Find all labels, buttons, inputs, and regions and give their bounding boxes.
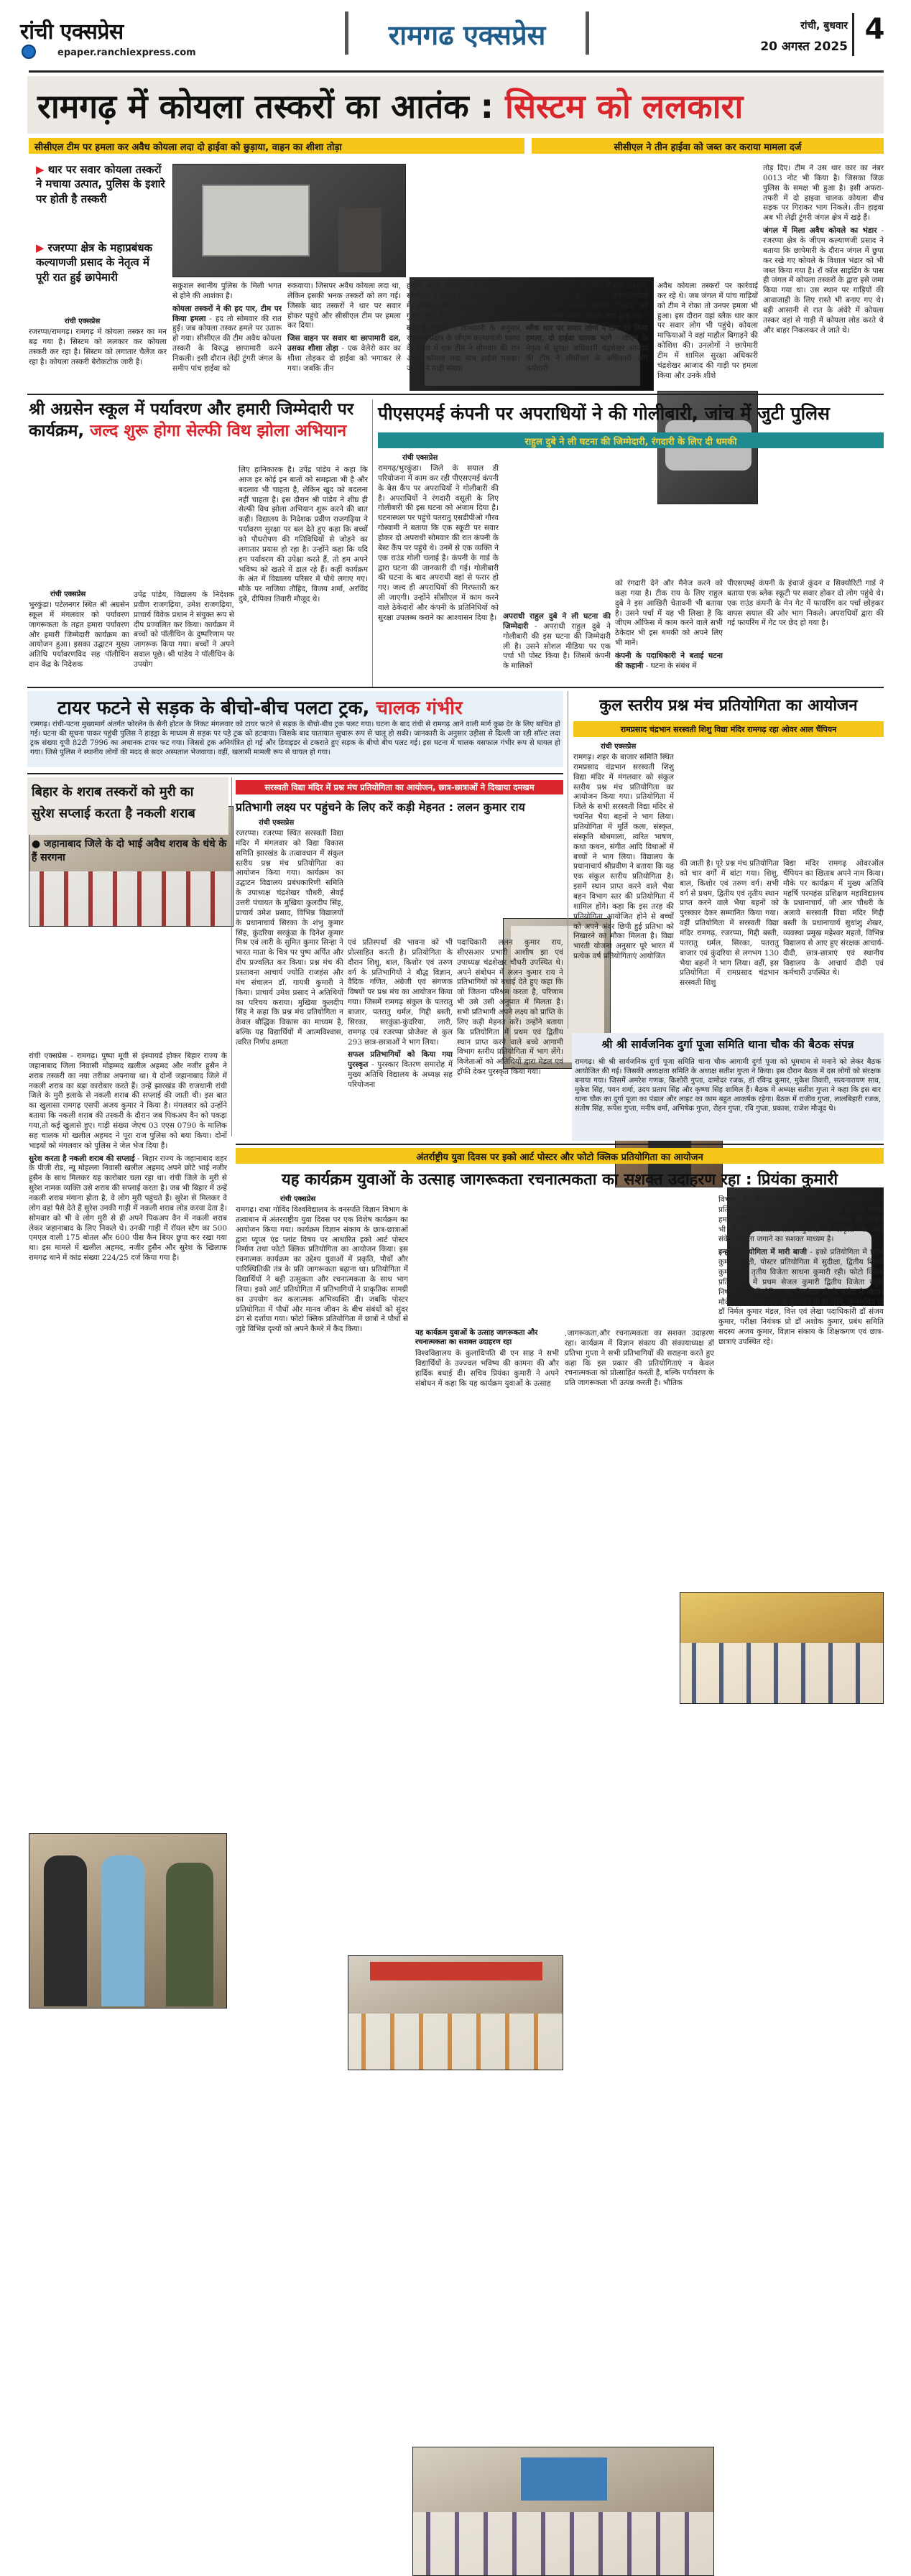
- story9-text-c: ,जागरूकता,और रचनात्मकता का सशक्त उदाहरण रहा। कार्यक्रम में विज्ञान संकाय की संकायाध्यक्ष डॉ प्रतिभा गुप्ता ने सभी प्रतिभागियों की सराहना करते हुए कहा कि इस प्रकार की प्रतियोगिताएं न केवल रचनात्मकता को प्रोत्साहित करती है, बल्कि पर्यावरण के प्रति जागरूकता भी उत्पन्न करती है। भौतिक: [565, 1329, 714, 1388]
- story1-sub-right: सीसीएल ने तीन हाईवा को जब्त कर कराया मामला दर्ज: [532, 138, 884, 154]
- story6-photo-arrested: [29, 1833, 227, 2009]
- story1-col4-body: - जानकारी के अनुसार रजरप्पा प्रक्षेत्र के जीएम कल्याणजी प्रसाद के नेतृत्व में एक टीम ने सोमवार की रात अवैध कोयला लदा पांच हाईवा पकड़ा। जीएम ने गाड़ी संख्या: [407, 324, 520, 373]
- story1-col6: अवैध कोयला तस्करों पर कार्रवाई कर रहे थे। जब जंगल में पांच गाड़ियों को टीम ने रोका तो उनपर हमला भी हुआ। इस दौरान वहां ब्लैक थार कार पर सवार लोग भी पहुंचे। कोयला माफियाओं ने वहां माहौल बिगाड़ने की कोशिश की। उनलोगों ने छापेमारी टीम में शामिल सुरक्षा अधिकारी चंद्रशेखर आजाद की गाड़ी पर हमला किया और उनके शीशे: [657, 282, 758, 380]
- story4-headline-red: चालक गंभीर: [376, 698, 463, 719]
- story1-col2-text: सकुशल स्थानीय पुलिस के मिली भगत से होने की आशंका है।: [172, 282, 282, 300]
- story1-col5-subhead: ब्लैक थार पर सवार लोगों ने टीम पर किया हमला, दो हाईवा चालक भागे: [526, 324, 648, 343]
- truck-shape: [202, 185, 310, 256]
- story3-headline: पीएसएमई कंपनी पर अपराधियों ने की गोलीबारी, जांच में जुटी पुलिस: [378, 403, 830, 424]
- story6-bullet: [32, 838, 227, 865]
- story2-text-b: उपेंद्र पांडेय, विद्यालय के निदेशक प्रवीण राजगढ़िया, उमेश राजगढ़िया, प्राचार्य विवेक प्रधान ने संयुक्त रूप से दीप प्रज्वलित कर किया। कार्यक्रम में बच्चों को पॉलीथिन के दुष्परिणाम पर जागरूक किया गया। बच्चों ने अपने सवाल पूछे। श्री पांडेय ने पॉलीथिन के उपयोग: [134, 590, 234, 670]
- story1-col5-text: ओडी09बी1734, जेएच02बीआर 2487, जेएच02बीएम7942, जेएच09बीडी 6790, और जेएच02बीएन 7942 को पकड़ा, जिसमें अवैध कोयला लदा हुआ था।: [526, 282, 648, 320]
- story6-text-b: - बिहार राज्य के जहानाबाद शहर के पीजी रोड, न्यू मोहल्ला निवासी खलील अहमद अपने छोटे भाई नजीर हुसैन के साथ मिलकर यह कारोबार चला रहा था। रांची जिले के मुरी से सुरेश नामक व्यक्ति उसे शराब की सप्लाई करता है। जब भी बिहार में उन्हें नकली शराब मंगाना होता है, वे लोग मुरी पहुंचते हैं। सुरेश से मिलकर वे लोग वहां पैसे देते हैं सुरेश उनकी गाड़ी में नकली शराब लोड करवा देता है। सोमवार को भी वे लोग मुरी से ही अपने पिकअप वैन में नकली शराब लेकर जहानाबाद के लिए निकले थे। उनकी गाड़ी में रॉयल स्टैग का 500 एमएल वाली 175 बोतल और 600 पीस कैन बियर छुपा कर रखा गया था। इस मामले में खलील अहमद, नजीर हुसैन और सुरेश के खिलाफ रामगढ़ थाने में कांड संख्या 224/25 दर्ज किया गया है।: [29, 1154, 227, 1263]
- story1-bullet2-text: रजरप्पा क्षेत्र के महाप्रबंधक कल्याणजी प्रसाद के नेतृत्व में पूरी रात हुई छापेमारी: [36, 241, 153, 284]
- story2-dateline: रांची एक्सप्रेस: [50, 590, 86, 598]
- story1-col3-text: रुकवाया। जिसपर अवैध कोयला लदा था, लेकिन इसकी भनक तस्करों को लग गई। जिसके बाद तस्करों ने थार पर सवार होकर पहुंचे और सीसीएल टीम पर हमला कर दिया।: [287, 282, 401, 330]
- story1-headline-red: सिस्टम को ललकारा: [505, 87, 744, 126]
- story1-col5-body: - जीएम के नेतृत्व में सुरक्षा अधिकारी चंद्रशेखर आजाद की टीम ने सीसीएल के अधिकारी और कर्मचारी: [526, 334, 648, 373]
- story9-text-d2: - इको प्रतियोगिता में प्रथम कुमारी साक्षी, पोस्टर प्रतियोगिता में सुदीक्षा, द्वितीय शिल्पी कुमारी एवं तृतीय विजेता साधना कुमारी रही। फोटो क्लिक प्रतियोगिता में प्रथम सेजल कुमारी द्वितीय विजेता राहुल निषाद रहे। प्रतियोगिता का निर्णायक बी के पांडेय ने किया। मौके पर विश्वविद्यालय के कुलपति प्रो डॉ रश्मि, कुलसचिव प्रो डॉ निर्मल कुमार मंडल, वित्त एवं लेखा पदाधिकारी डॉ संजय कुमार, परीक्षा नियंत्रक प्रो डॉ अशोक कुमार, प्रबंध समिति सदस्य अजय कुमार, विज्ञान संकाय के शिक्षकगण एवं छात्र-छात्राएं उपस्थित रहे।: [718, 1248, 884, 1347]
- newspaper-logo: [20, 16, 200, 43]
- story5-sub: रामप्रसाद चंद्रभान सरस्वती शिशु विद्या मंदिर रामगढ़ रहा ओवर आल चैंपियन: [573, 721, 884, 737]
- story9-photo-group: [412, 2447, 714, 2576]
- screen-shape: [521, 2457, 607, 2501]
- story7-text-a: रजरप्पा। रजरप्पा स्थित सरस्वती विद्या मंदिर में मंगलवार को विद्या विकास समिति झारखंड के तत्वावधान में संकुल स्तरीय प्रश्न मंच प्रतियोगिता का आयोजन किया गया। कार्यक्रम का उद्घाटन विद्यालय प्रबंधकारिणी समिति के उपाध्यक्ष चंद्रशेखर चौधरी, सेवई उत्तरी पंचायत के मुखिया कुलदीप सिंह, प्राचार्य उमेश प्रसाद, विभिन्न विद्यालयों के प्रधानाचार्य सिरका के शंभु कुमार सिंह, कुंदरिया सरकुंडा के दिनेश कुमार मिश्र एवं लारी के सुमित कुमार सिन्हा ने भारत माता के चित्र पर पुष्प अर्पित और दीप प्रज्वलित कर किया। प्रश्न मंच की प्रस्तावना आचार्य ज्योति राजहंस और मंच संचालन डॉ. गायत्री कुमारी ने किया। प्राचार्य उमेश प्रसाद ने अतिथियों का परिचय कराया। मुखिया कुलदीप सिंह ने कहा कि प्रश्न मंच प्रतियोगिता न केवल बौद्धिक विकास का माध्यम है, बल्कि यह विद्यार्थियों में आत्मविश्वास, त्वरित निर्णय क्षमता: [236, 829, 343, 1047]
- story9-headline: यह कार्यक्रम युवाओं के उत्साह जागरूकता रचनात्मकता का सशक्त उदाहरण रहा : प्रियंका कुमारी: [281, 1171, 838, 1189]
- story1-col4: [407, 282, 520, 389]
- guests-shape: [348, 2014, 563, 2070]
- story5-text-c: विद्या मंदिर रामगढ़ ओवरऑल चैंपियन का खिताब अपने नाम किया। मौके पर कार्यक्रम में मुख्य अतिथि महर्षि परमहंस प्रशिक्षण महाविद्यालय के प्रधानाचार्य, जी आर चौधरी के अलावे सरस्वती विद्या मंदिर गिद्दी बस्ती के प्रधानाचार्य सुधांशु शेखर, व्यवस्था प्रमुख महेश्वर महतो, विभिन्न विद्यालय से आए हुए संरक्षक आचार्य-दीदी, छात्र-छात्राएं एवं स्थानीय विद्यालय के आचार्य दीदी एवं कर्मचारी उपस्थित थे।: [783, 859, 884, 978]
- masthead: [0, 0, 911, 72]
- section-divider: [27, 394, 884, 395]
- story1-bullet2: [36, 241, 165, 284]
- story9-text-d-body: विभाग के विभागाध्यक्ष डॉ धीरज कुमार कुशवाहा ने प्रतिभागियों का उत्साह बढ़ाते हुए कहा की पौधे न केवल हमारे पर्यावरण की जान है बल्कि हमारे अस्तित्व की आधार भी है ऐसी प्रतियोगिताएं युवाओं में प्रकृति के प्रति संवेदनशीलता जगाने का सशक्त माध्यम है।: [718, 1195, 884, 1244]
- story3-text-b2: - घटना के संबंध में: [645, 661, 697, 670]
- story1-photo-truck: [172, 164, 406, 277]
- section-divider: [236, 1144, 884, 1145]
- story3-text-b: [615, 579, 723, 681]
- story5-text-a: रामगढ़। शहर के बाजार समिति स्थित रामप्रसाद चंद्रभान सरस्वती शिशु विद्या मंदिर में मंगलवार को संकुल स्तरीय प्रश्न मंच प्रतियोगिता का आयोजन किया गया। प्रतियोगिता में जिले के सभी सरस्वती विद्या मंदिर से चयनित भैया बहनों ने भाग लिया। प्रतियोगिता में मूर्ति कला, संस्कृत, संस्कृति बोधमाला, त्वरित भाषण, कथा कथन, संगीत आदि विधाओं में बच्चों ने भाग लिया। विद्यालय के प्रधानाचार्य श्रीप्रवीण ने बताया कि यह एक संकुल स्तरीय प्रतियोगिता है। इसमें स्थान प्राप्त करने वाले भैया बहन विभाग स्तर की प्रतियोगिता में शामिल होंगे। कहा कि इस तरह की प्रतियोगिता आयोजित होने से बच्चों को अपने अंदर छिपी हुई प्रतिभा को निखारने का मौका मिलता है। विद्या भारती योजना अनुसार पूरे भारत में प्रत्येक वर्ष प्रतियोगिताएं आयोजित: [573, 753, 674, 961]
- story1-col3-subhead: जिस वाहन पर सवार था छापामारी दल, उसका शीशा तोड़ा: [287, 334, 401, 353]
- story2-headline: [29, 399, 366, 443]
- story1-col7-body: - रजरप्पा क्षेत्र के जीएम कल्याणजी प्रसाद ने बताया कि छापेमारी के दौरान जंगल में छुपा कर रखे गए कोयले के विशाल भंडार को भी जब्त किया गया है। रॉ कॉल साइडिंग के पास ही जंगल में कोयला तस्करों के द्वारा इसे जमा किया गया था। उस स्थान पर गाड़ियों की आवाजाही के लिए रास्ते भी बनाए गए थे। बड़ी आसानी से रात के अंधेरे में कोयला तस्कर वहां से गाड़ी में कोयला लोड करते थे और बाहर निकलकर ले जाते थे।: [763, 226, 884, 335]
- person-middle-shape: [101, 1855, 144, 2006]
- story5-headline: कुल स्तरीय प्रश्न मंच प्रतियोगिता का आयोजन: [599, 697, 858, 715]
- story7-headline: प्रतिभागी लक्ष्य पर पहुंचने के लिए करें कड़ी मेहनत : ललन कुमार राय: [236, 800, 525, 814]
- story3-text-a: रामगढ़/भुरकुंडा। जिले के सयाल डी परियोजना में काम कर रही पीएसएमई कंपनी के बेस कैंप पर अपराधियों ने गोलीबारी की है। अपराधियों ने रंगदारी वसूली के लिए गोलीबारी की इस घटना को अंजाम दिया है। घटनास्थल पर पहुंचे पतरातु एसडीपीओ गौरव गोस्वामी ने बताया कि एक स्कूटी पर सवार होकर दो अपराधी सोमवार की रात कंपनी के बेस्ट कैंप पर पहुंचे थे। उनमें से एक व्यक्ति ने एक राउंड गोली चलाई है। कंपनी के गार्ड के द्वारा घटना की जानकारी दी गई। गोलीबारी की घटना के बाद अपराधी वहां से फरार हो गए। जल्द ही अपराधियों की गिरफ्तारी कर ली जाएगी। उन्होंने सीसीएल में काम करने वाले ठेकेदारों और कंपनी के प्रतिनिधियों को सुरक्षा उपलब्ध कराने का आश्वासन दिया है।: [378, 464, 499, 622]
- story1-col3-body: - एक वेलेरो कार का शीशा तोड़कर दो हाईवा को भगाकर ले गया। जबकि तीन: [287, 344, 401, 373]
- edition-title: रामगढ एक्सप्रेस: [388, 19, 546, 51]
- story5-photo-winners: [680, 1592, 884, 1704]
- newspaper-url[interactable]: epaper.ranchiexpress.com: [57, 47, 196, 58]
- story3-text-b-body: को रंगदारी देने और मैनेज करने को कहा गया है। टीक राय के लिए राहुल दुबे ने इस आखिरी चेतावनी भी बताया है। उसने पर्चा में यह भी लिखा है कि जीएम ऑफिस में काम करने वाले सभी ठेकेदार भी इस धमकी को अपने लिए भी मानें।: [615, 579, 723, 648]
- story5-text-b: की जाती है। पूरे प्रश्न मंच प्रतियोगिता को चार वर्गों में बांटा गया। शिशु, बाल, किशोर एवं तरुण वर्ग। सभी वर्ग से प्रथम, द्वितीय एवं तृतीय स्थान प्राप्त करने वाले भैया बहनों को पुरस्कार देकर सम्मानित किया गया। वहीं प्रतियोगिता में सरस्वती विद्या मंदिर रामगढ़, रजरप्पा, गिद्दी बस्ती, पतरातु थर्मल, सिरका, पतरातु बाजार एवं कुंदरिया से लगभग 130 भैया बहनों ने भाग लिया। वहीं, इस प्रतियोगिता में रामप्रसाद चंद्रभान सरस्वती शिशु: [680, 859, 779, 988]
- story1-bullet1: [36, 162, 165, 206]
- story3-dateline: रांची एक्सप्रेस: [402, 454, 438, 462]
- story1-col7-text: तोड़ दिए। टीम ने उस थार कार का नंबर 0013 नोट भी किया है। जिसका जिक्र पुलिस के समक्ष भी हुआ है। इसी अफरा-तफरी में दो हाइवा चालक कोयला बीच सड़क पर गिराकर भाग निकले। तीन हाइवा अब भी लेढ़ी टुंगरी जंगल क्षेत्र में खड़े हैं।: [763, 164, 884, 223]
- story2-headline-black: श्री अग्रसेन स्कूल में पर्यावरण और हमारी जिम्मेदारी पर कार्यक्रम,: [29, 400, 354, 440]
- story6-headline-a: बिहार के शराब तस्करों को मुरी का: [32, 784, 194, 800]
- story6-headline-b: सुरेश सप्लाई करता है नकली शराब: [32, 806, 195, 821]
- story2-headline-red: जल्द शुरू होगा सेल्फी विथ झोला अभियान: [90, 421, 347, 440]
- story7-text-b: [348, 938, 453, 1134]
- page-number: 4: [852, 13, 895, 56]
- story1-col5: [526, 282, 648, 389]
- story9-text-d: [718, 1195, 884, 1428]
- story1-col2-body: - हद तो सोमवार की रात हुई। जब कोयला तस्कर हमले पर उतारू हो गया। सीसीएल की टीम अवैध कोयला तस्करी के विरुद्ध छापामारी करने निकली। इसी दौरान लेढ़ी टुंगरी जंगल के समीप पांच हाईवा को: [172, 314, 282, 373]
- story3-text-b-subhead: कंपनी के पदाधिकारी ने बताई घटना की कहानी: [615, 652, 723, 670]
- column-divider: [372, 399, 373, 687]
- story7-text-b-body: एवं प्रतिस्पर्धा की भावना को भी प्रोत्साहित करती है। प्रतियोगिता के दौरान शिशु, बाल, किशोर एवं तरुण वर्ग के प्रतिभागियों ने बौद्ध विज्ञान, वैदिक गणित, अंग्रेजी एवं संगणक विषयों पर प्रश्न मंच का आयोजन किया गया। जिसमें रामगढ़ संकुल के पतरातु बाजार, पतरातु थर्मल, गिद्दी बस्ती, सिरका, सरकुंडा-कुंदरिया, लारी, रामगढ़ एवं रजरप्पा प्रोजेक्ट से कुल 293 छात्र-छात्राओं ने भाग लिया।: [348, 938, 453, 1047]
- story6-text-body: रांची एक्सप्रेस - रामगढ़। पुष्पा मूवी से इंस्पायर्ड होकर बिहार राज्य के जहानाबाद जिला निवासी मोहम्मद खलील अहमद और नजीर हुसैन ने शराब तस्करी का नया तरीका अपनाया था। ये दोनों जहानाबाद जिले में नकली शराब का बड़ा कारोबार करते हैं। उन्हें झारखंड की राजधानी रांची जिले के मुरी इलाके से नकली शराब की सप्लाई की जाती थी। इस बात का खुलासा रामगढ़ एसपी अजय कुमार ने किया है। मंगलवार को उन्होंने बताया कि नकली शराब की तस्करी के दौरान जब पिकअप वैन को पकड़ा गया,तो कई खुलासे हुए। गाड़ी संख्या जेएच 03 एएस 0790 के मालिक सह चालक मो खलील अहमद ने पूरा राज पुलिस को बया किया। दोनों भाइयों को मंगलवार को पुलिस ने जेल भेज दिया है।: [29, 1052, 227, 1150]
- story5-dateline: रांची एक्सप्रेस: [601, 743, 637, 751]
- story1-headline: [37, 83, 743, 128]
- story3-photo-caption: [503, 612, 611, 681]
- story7-text-c: पदाधिकारी ललन कुमार राय, सीएसआर प्रभारी आशीष झा एवं उपाध्यक्ष चंद्रशेखर चौधरी उपस्थित थे। अपने संबोधन में ललन कुमार राय ने प्रतिभागियों को बधाई देते हुए कहा कि जो जितना परिश्रम करता है, परिणाम भी उसे उसी अनुपात में मिलता है। सभी प्रतिभागी अपने लक्ष्य को प्राप्ति के लिए कड़ी मेहनत करें। उन्होंने बताया कि प्रतियोगिता में प्रथम एवं द्वितीय स्थान प्राप्त करने वाले बच्चे आगामी विभाग स्तरीय प्रतियोगिता में भाग लेंगे। विजेताओं को अतिथियों द्वारा मेडल एवं ट्रॉफी देकर पुरस्कृत किया गया।: [457, 938, 563, 1077]
- story7-text-b2: - पुरस्कार वितरण समारोह में मुख्य अतिथि विद्यालय के अध्यक्ष सह परियोजना: [348, 1060, 453, 1090]
- story9-subhead: इन्होंने प्रतियोगिता में मारी बाजी: [718, 1248, 808, 1257]
- story2-text-a: भुरकुंडा। पटेलनगर स्थित श्री अग्रसेन स्कूल में मंगलवार को पर्यावरण जागरूकता के तहत हमारा पर्यावरण और हमारी जिम्मेदारी कार्यक्रम का आयोजन हुआ। इसका उद्घाटन मुख्य अतिथि पर्यावरणविद सह पॉलीथिन दान केंद्र के निदेशक: [29, 601, 129, 670]
- students-shape: [29, 871, 233, 927]
- story9-text-b: विश्वविद्यालय के कुलाधिपति बी एन साह ने सभी विद्यार्थियों के उज्ज्वल भविष्य की कामना की और हार्दिक बधाई दी। सचिव प्रियंका कुमारी ने अपने संबोधन में कहा कि यह कार्यक्रम युवाओं के उत्साह: [415, 1349, 559, 1388]
- section-divider: [27, 687, 884, 688]
- person-right-shape: [166, 1863, 213, 2006]
- story7-photo-stage: [348, 1955, 563, 2070]
- story1-headline-black: रामगढ़ में कोयला तस्करों का आतंक :: [37, 87, 494, 126]
- story6-bullet-text: जहानाबाद जिले के दो भाई अवैध शराब के धंधे के हैं सरगना: [32, 838, 227, 863]
- story1-col2-subhead: कोयला तस्करों ने की हद पार, टीम पर किया हमला: [172, 304, 282, 323]
- section-divider: [27, 773, 563, 774]
- story9-dateline: रांची एक्सप्रेस: [280, 1195, 316, 1203]
- story1-col4-subhead: क्या है मामला: [407, 324, 449, 333]
- story4-text: रामगढ़। रांची-पटना मुख्यमार्ग अंतर्गत फोरलेन के सैनी होटल के निकट मंगलवार को टायर फटने से सड़क के बीचो-बीच ट्रक पलट गया। घटना के बाद रांची से रामगढ़ आने वाली मार्ग कुछ देर के लिए बाधित हो गई। घटना की सूचना पाकर पहुंची पुलिस ने हाइड्रा के माध्यम से सड़क पर पड़े ट्रक को हटवाया। जिसके बाद यातायात सुचारू रूप से चालू हो सकी। जानकारी के अनुसार उड़ीसा से दिल्ली जा रही सॉल्ट लदा ट्रक संख्या यूपी 82टी 7996 का अचानक टायर फट गया। जिससे ट्रक अनियंत्रित हो गई और डिवाइडर से टकराते हुए सड़क के बीचो बीच पलट गई। इस घटना में चालक वसफाल गंभीर रूप से घायल हो गया। जिसे पुलिस ने स्थानीय लोगों की मदद से सदर अस्पताल भेजवाया। वहीं, खलासी मामली रूप से घायल हो गया।: [30, 721, 560, 756]
- dateline-date: 20 अगस्त 2025: [760, 40, 848, 54]
- story1-col7-subhead: जंगल में मिला अवैध कोयले का भंडार: [763, 226, 877, 236]
- story1-bullet1-text: थार पर सवार कोयला तस्करों ने मचाया उत्पात, पुलिस के इशारे पर होती है तस्करी: [36, 163, 165, 205]
- story1-col3: [287, 282, 401, 389]
- group-shape: [413, 2512, 714, 2576]
- newspaper-name: रांची एक्सप्रेस: [20, 19, 124, 45]
- story3-caption-head: अपराधी राहुल दुबे ने ली घटना की जिम्मेदारी: [503, 612, 611, 631]
- story7-dateline: रांची एक्सप्रेस: [259, 819, 295, 827]
- story6-text: [29, 1052, 227, 1428]
- masthead-rule: [29, 70, 884, 73]
- story4-headline-black: टायर फटने से सड़क के बीचो-बीच पलटा ट्रक,: [57, 698, 370, 719]
- story9-photo-caption: यह कार्यक्रम युवाओं के उत्साह जागरूकता और रचनात्मकता का सशक्त उदाहरण रहा: [415, 1329, 538, 1346]
- story8-headline: श्री श्री सार्वजनिक दुर्गा पूजा समिति थाना चौक की बैठक संपन्न: [601, 1038, 854, 1051]
- story9-banner: अंतर्राष्ट्रीय युवा दिवस पर इको आर्ट पोस्टर और फोटो क्लिक प्रतियोगिता का आयोजन: [236, 1148, 884, 1164]
- story1-col7: [763, 164, 884, 389]
- story9-text-a: रामगढ़। राधा गोविंद विश्वविद्यालय के वनस्पति विज्ञान विभाग के तत्वाधान में अंतरराष्ट्रीय युवा दिवस पर एक विशेष कार्यक्रम का आयोजन किया गया। कार्यक्रम विज्ञान संकाय के छात्र-छात्राओं द्वारा प्यूप्ल एंड प्लांट विषय पर आधारित इको आर्ट पोस्टर निर्माण तथा फोटो क्लिक प्रतियोगिता का आयोजन किया। इस रचनात्मक कार्यक्रम का उद्देश्य युवाओं में प्रकृति, पौधों और पारिस्थितिकी तंत्र के प्रति जागरूकता बढ़ाना था। प्रतियोगिता में विद्यार्थियों ने बड़ी उत्सुकता और रचनात्मकता के साथ भाग लिया। इको आर्ट प्रतियोगिता में प्रतिभागियों ने प्राकृतिक सामग्री का उपयोग कर कलात्मक अभिव्यक्ति दी। जबकि पोस्टर प्रतियोगिता में पौधों और मानव जीवन के बीच संबंधों को सुंदर ढंग से दर्शाया गया। फोटो क्लिक प्रतियोगिता में छात्रों ने पौधों से जुड़े विभिन्न दृश्यों को अपने कैमरे में कैद किया।: [236, 1205, 408, 1334]
- banner-shape: [370, 1962, 542, 1980]
- story3-sub: राहुल दुबे ने ली घटना की जिम्मेदारी, रंगदारी के लिए दी धमकी: [378, 432, 884, 448]
- story1-dateline: रांची एक्सप्रेस: [65, 318, 101, 325]
- bullet-dot-icon: ●: [32, 838, 45, 850]
- story3-caption-body: - अपराधी राहुल दुबे ने गोलीबारी की इस घटना की जिम्मेदारी ली है। उसने सोशल मीडिया पर एक पर्चा भी पोस्ट किया है। जिसमें कंपनी के मालिकों: [503, 621, 611, 671]
- students-row-shape: [680, 1643, 884, 1704]
- story1-lede: रजरप्पा/रामगढ़। रामगढ़ में कोयला तस्कर का मन बढ़ गया है। सिस्टम को ललकार कर कोयला तस्करी कर रहा है। सिस्टम को लगातार चैलेंज कर रहा है। कोयला तस्करी बेरोकटोक जारी है।: [29, 328, 167, 366]
- triangle-bullet-icon: ▶: [36, 163, 48, 176]
- story8-text: रामगढ़। श्री श्री सार्वजनिक दुर्गा पूजा समिति थाना चौक आगामी दुर्गा पूजा को धूमधाम से मनाने को लेकर बैठक आयोजित की गई। जिसकी अध्यक्षता समिति के अध्यक्ष सतीश गुप्ता ने किया। इस दौरान बैठक में दस लोगों को संरक्षक बनाया गया। जिसमें अमरेश गणक, किशोरी गुप्ता, दामोदर रजक, डॉ रविन्द्र कुमार, मुकेश तिवारी, सत्यनारायण साव, मुकेश सिंह, पवन शर्मा, उदय प्रताप सिंह और कृष्णा सिंह शामिल हैं। बैठक में अध्यक्ष सतीश गुप्ता ने कहा कि इस बार थाना चौक का दुर्गा पूजा का पंडाल और लाइट का काम बहुत आकर्षक रहेगा। बैठक में राजीव गुप्ता, लालबिहारी रजक, संतोष सिंह, रूपेश गुप्ता, मनीष वर्मा, अभिषेक गुप्ता, रोहन गुप्ता, रवि गुप्ता, प्रकाश, राजेश मौजूद थे।: [575, 1058, 881, 1113]
- globe-icon: [22, 45, 36, 59]
- column-divider: [231, 777, 232, 1136]
- story1-sub-left: सीसीएल टीम पर हमला कर अवैध कोयला लदा दो हाईवा को छुड़ाया, वाहन का शीशा तोड़ा: [29, 138, 524, 154]
- story4-headline: [57, 694, 463, 720]
- story1-col2: [172, 282, 282, 389]
- triangle-bullet-icon: ▶: [36, 241, 48, 254]
- story2-text-c: लिए हानिकारक है। उपेंद्र पांडेय ने कहा कि आज हर कोई इन बातों को समझता भी है और बदलाव भी चाहता है, लेकिन खुद को बदलना नहीं चाहता है। इस दौरान श्री पांडेय ने शीघ्र ही सेल्फी विथ झोला अभियान शुरू करने की बात कही। विद्यालय के निदेशक प्रवीण राजगढ़िया ने पर्यावरण सुरक्षा पर बल देते हुए कहा कि बच्चों को पौधरोपण की गतिविधियों से जोड़ने का लगातार प्रयास हो रहा है। उन्होंने कहा कि यदि हम पर्यावरण की उपेक्षा करते हैं, तो हम अपने भविष्य को खतरे में डाल रहे हैं। कहीं कार्यक्रम के अंत में विद्यालय परिसर में पौधे लगाए गए। मौके पर नाजिया तौहिद, विजय शर्मा, अरविंद दुबे, दीपिका तिवारी मौजूद थे।: [239, 465, 368, 604]
- person-left-shape: [44, 1855, 87, 2006]
- people-shape: [338, 208, 381, 272]
- story3-text-c: पीएसएमई कंपनी के इंचार्ज कुंदन व सिक्योरिटी गार्ड ने बताया एक ब्लेक स्कूटी पर सवार होकर दो लोग पहुंचे थे। एक राउंड कंपनी के मेन गेट में फायरिंग कर पर्चा छोड़कर वापस सयाल की ओर भाग निकले। अपराधियों द्वारा की गई फायरिंग में गेट पर छेद हो गया है।: [727, 579, 884, 628]
- dateline-place: रांची, बुधवार: [800, 20, 848, 32]
- edition-box: [345, 11, 589, 55]
- story7-subhead: सफल प्रतिभागियों को किया गया पुरस्कृत: [348, 1050, 453, 1070]
- story1-col4-text: हाईवा अभी सीसीएल के कब्जे में है। सीसीएल ने मामले को लेकर रजरप्पा थाना में आवेदन देकर मामला दर्ज करने को गुहार लगाई है।: [407, 282, 520, 320]
- story6-subhead: सुरेश करता है नकली शराब की सप्लाई: [29, 1154, 135, 1163]
- story7-banner: सरस्वती विद्या मंदिर में प्रश्न मंच प्रतियोगिता का आयोजन, छात्र-छात्राओं ने दिखाया दमखम: [236, 780, 563, 794]
